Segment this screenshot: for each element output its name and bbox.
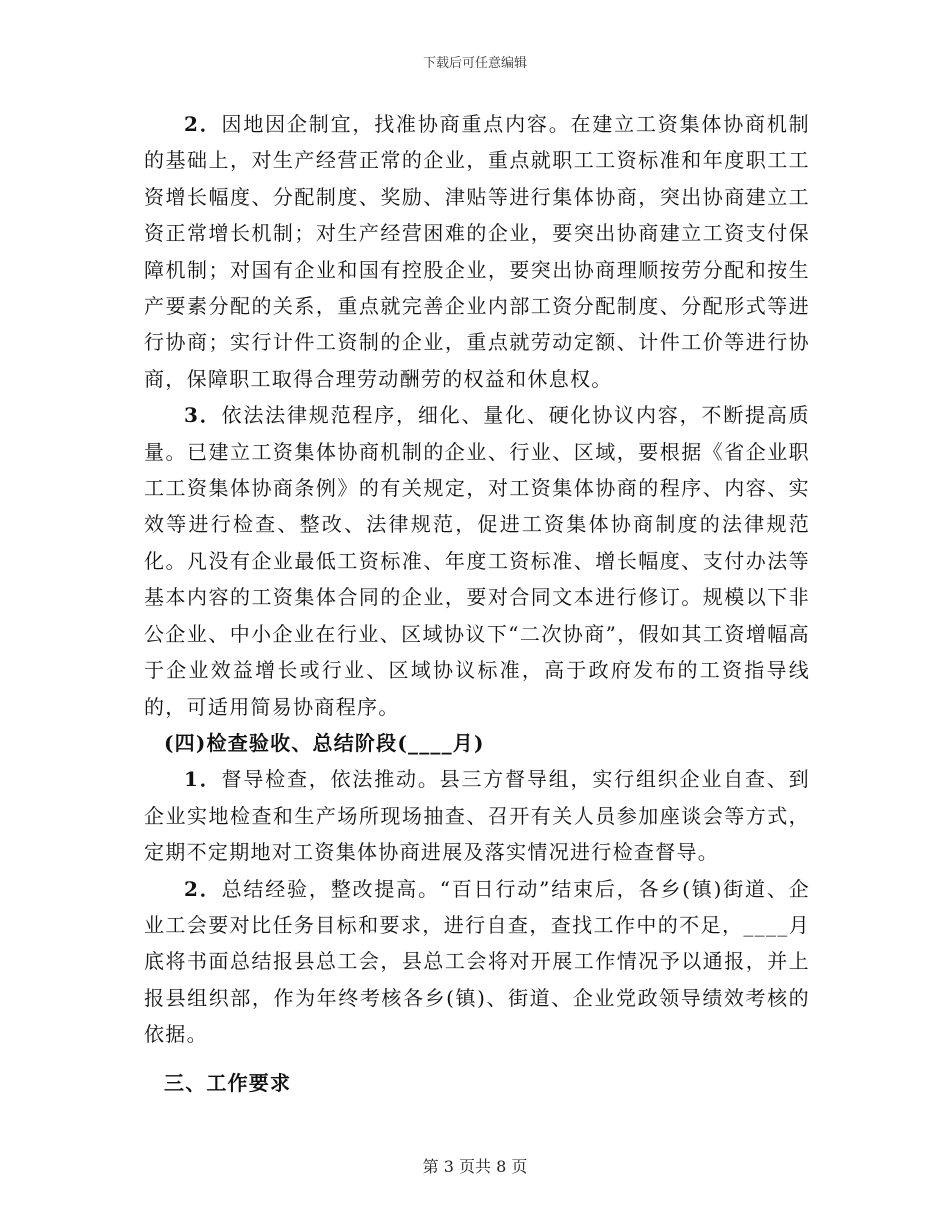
paragraph-item-3 [144, 397, 810, 725]
document-body [144, 106, 810, 1101]
page-header-note: 下载后可任意编辑 [422, 56, 527, 71]
item-number: 2． [184, 876, 222, 901]
paragraph-text: 总结经验，整改提高。“百日行动”结束后，各乡(镇)街道、企业工会要对比任务目标和要求，进行自查，查找工作中的不足，____月底将书面总结报县总工会，县总工会将对开展工作情况予以通报，并上报县组织部，作为年终考核各乡(镇)、街道、企业党政领导绩效考核的依据。 [144, 876, 810, 1047]
section-heading-inspection: (四)检查验收、总结阶段(____月) [164, 730, 485, 755]
paragraph-text: 督导检查，依法推动。县三方督导组，实行组织企业自查、到企业实地检查和生产场所现场抽查、召开有关人员参加座谈会等方式，定期不定期地对工资集体协商进展及落实情况进行检查督导。 [144, 767, 810, 865]
paragraph-inspection-2 [144, 871, 810, 1053]
paragraph-inspection-1 [144, 761, 810, 870]
paragraph-item-2 [144, 106, 810, 397]
item-number: 2． [184, 112, 222, 136]
item-number: 1． [184, 767, 222, 792]
section-heading-requirements: 三、工作要求 [164, 1070, 292, 1095]
paragraph-text: 因地因企制宜，找准协商重点内容。在建立工资集体协商机制的基础上，对生产经营正常的企业，重点就职工工资标准和年度职工工资增长幅度、分配制度、奖励、津贴等进行集体协商，突出协商建立工资正常增长机制；对生产经营困难的企业，要突出协商建立工资支付保障机制；对国有企业和国有控股企业，要突出协商理顺按劳分配和按生产要素分配的关系，重点就完善企业内部工资分配制度、分配形式等进行协商；实行计件工资制的企业，重点就劳动定额、计件工价等进行协商，保障职工取得合理劳动酬劳的权益和休息权。 [144, 112, 810, 391]
item-number: 3． [184, 403, 222, 428]
page-footer-number: 第 3 页共 8 页 [422, 1157, 528, 1176]
paragraph-text: 依法法律规范程序，细化、量化、硬化协议内容，不断提高质量。已建立工资集体协商机制的企业、行业、区域，要根据《省企业职工工资集体协商条例》的有关规定，对工资集体协商的程序、内容、实效等进行检查、整改、法律规范，促进工资集体协商制度的法律规范化。凡没有企业最低工资标准、年度工资标准、增长幅度、支付办法等基本内容的工资集体合同的企业，要对合同文本进行修订。规模以下非公企业、中小企业在行业、区域协议下“二次协商”，假如其工资增幅高于企业效益增长或行业、区域协议标准，高于政府发布的工资指导线的，可适用简易协商程序。 [144, 403, 810, 719]
